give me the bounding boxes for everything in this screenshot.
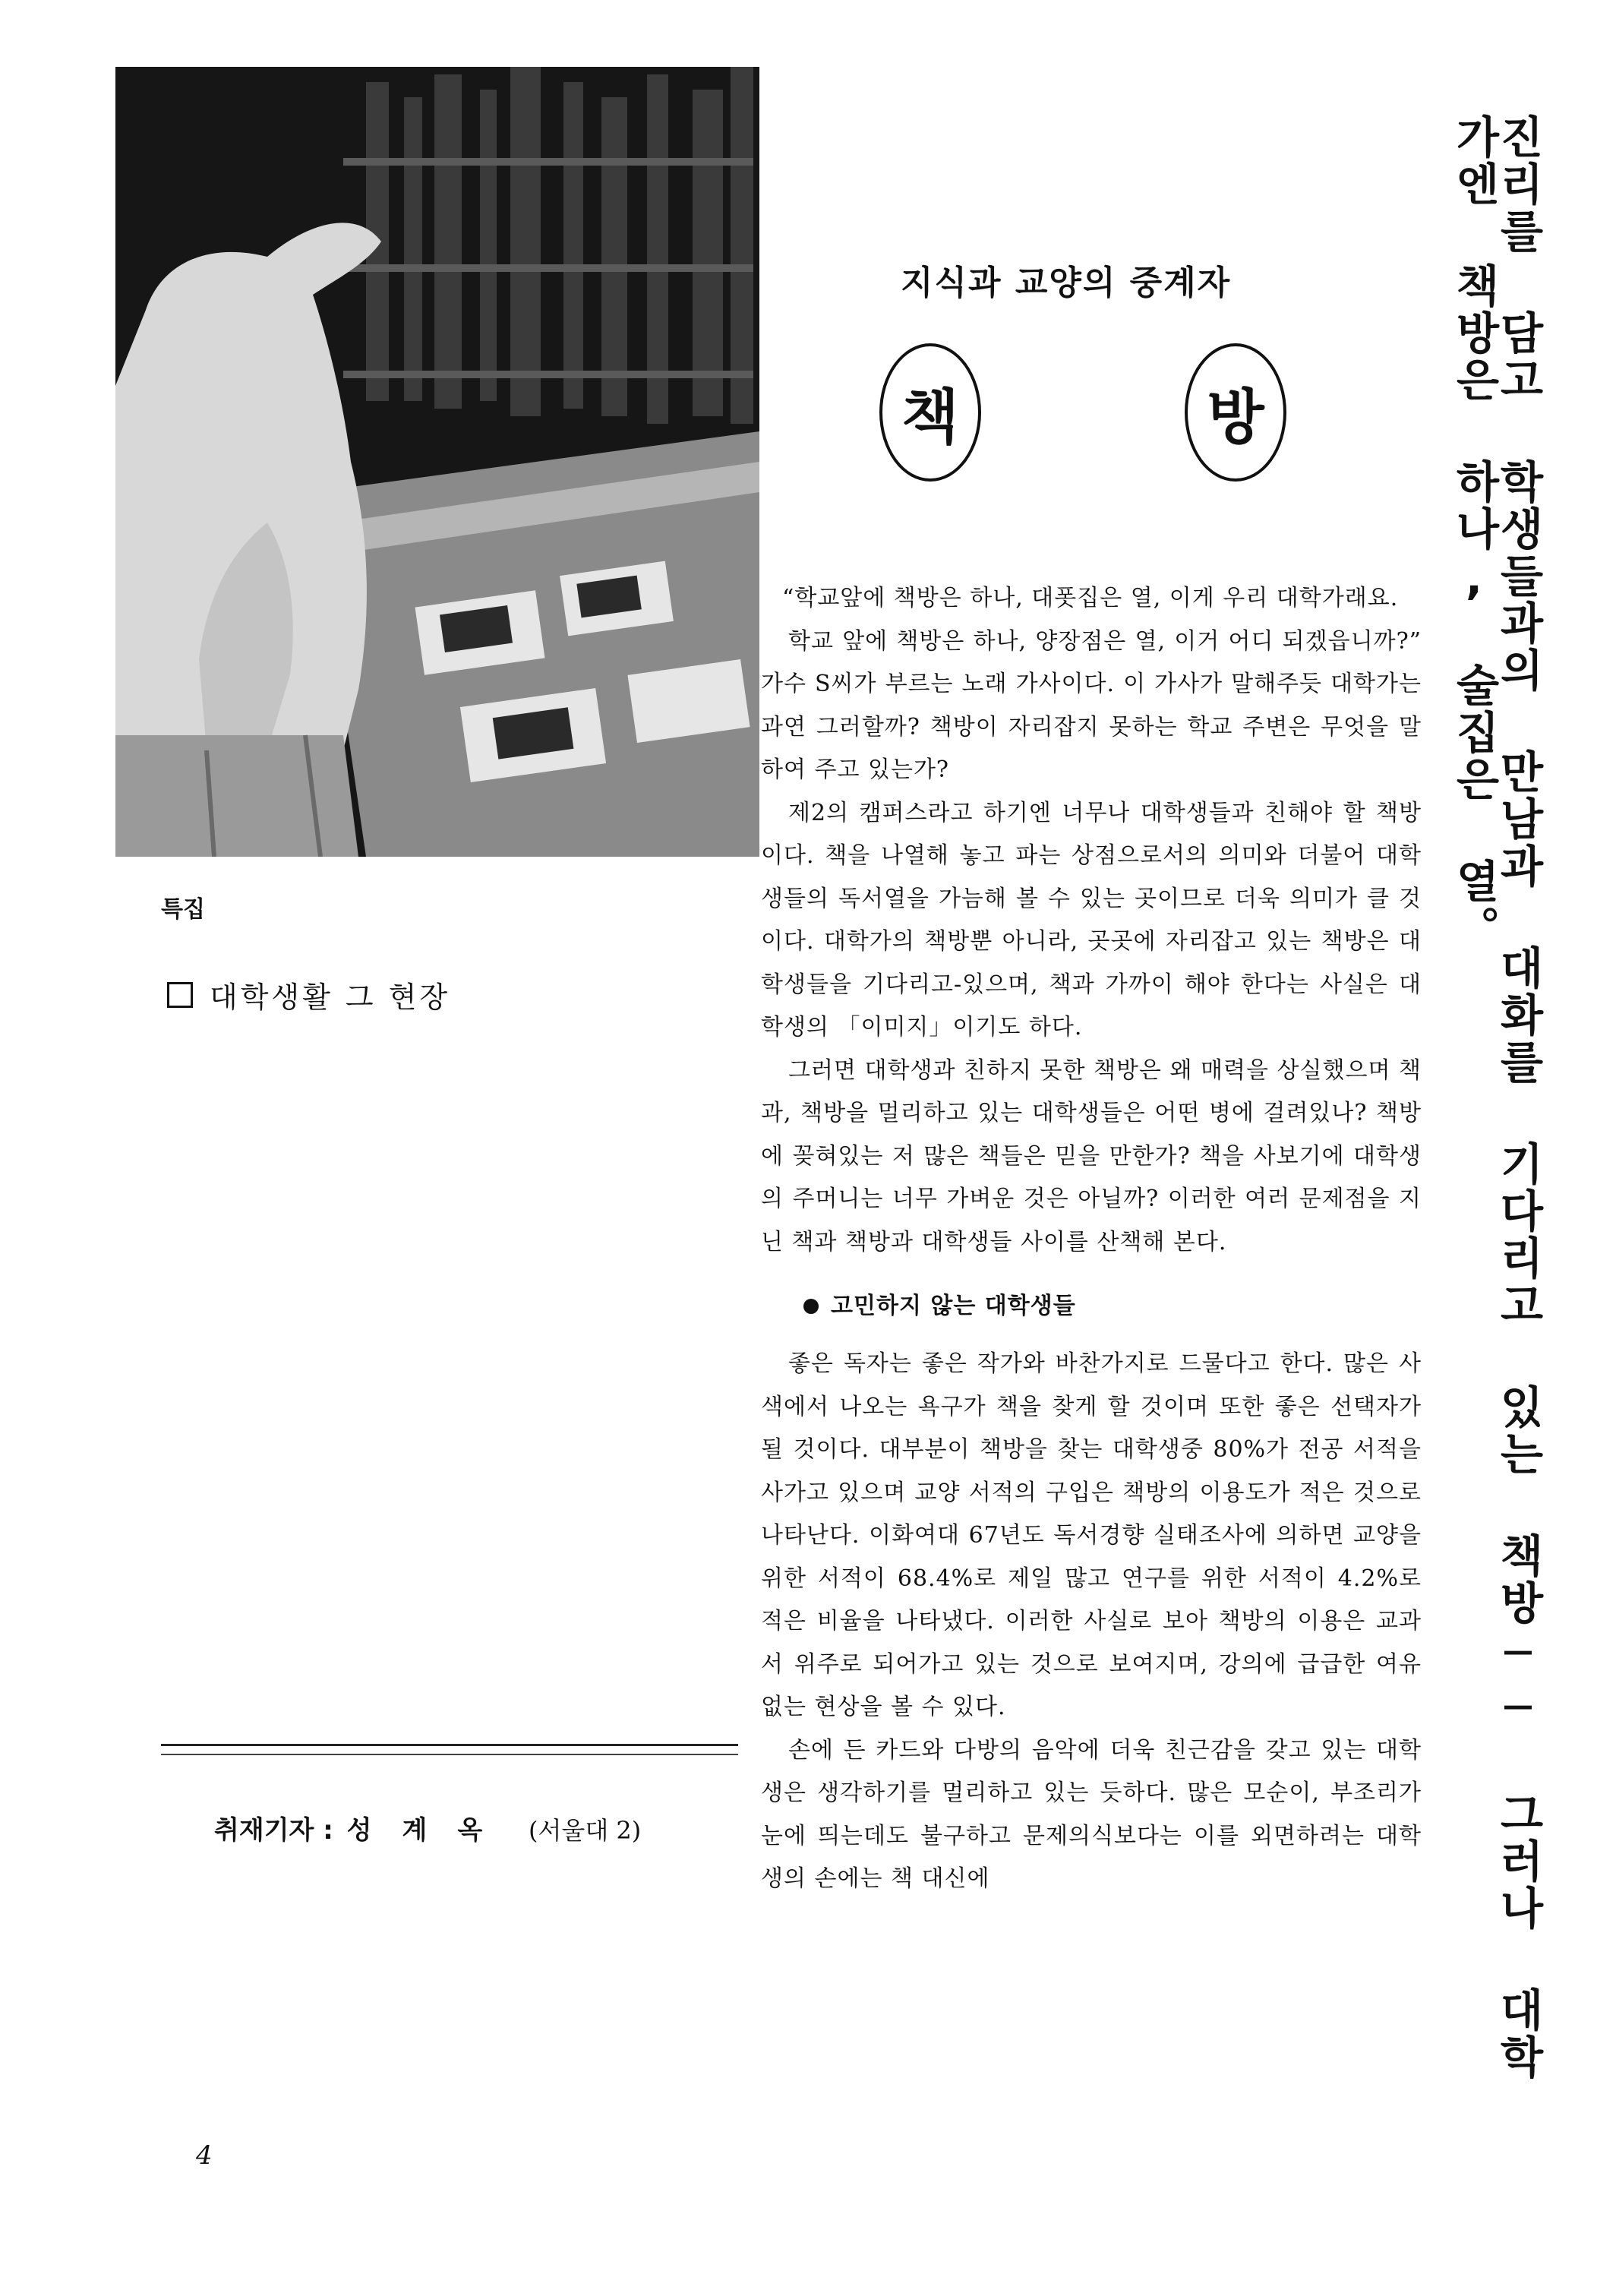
- article-headline: 지식과 교양의 중계자: [901, 264, 1232, 302]
- article-paragraph: 손에 든 카드와 다방의 음악에 더욱 친근감을 갖고 있는 대학생은 생각하기를 멀리하고 있는 듯하다. 많은 모순이, 부조리가 눈에 띄는데도 불구하고 문제의식보다는 이를 외면하려는 대학생의 손에는 책 대신에: [761, 1736, 1422, 1892]
- double-rule-divider: [161, 1744, 738, 1755]
- article-paragraph: “학교앞에 책방은 하나, 대폿집은 열, 이게 우리 대학가래요.: [782, 585, 1399, 611]
- bookstore-photo-illustration: [115, 67, 759, 857]
- bullet-dot-icon: [803, 1299, 819, 1314]
- article-paragraph: 학교 앞에 책방은 하나, 양장점은 열, 이거 어디 되겠읍니까?” 가수 S씨가 부르는 노래 가사이다. 이 가사가 말해주듯 대학가는 과연 그러할까? 책방이 자리잡지 못하는 학교 주변은 무엇을 말하여 주고 있는가?: [761, 627, 1422, 783]
- article-paragraph: 그러면 대학생과 친하지 못한 책방은 왜 매력을 상실했으며 책과, 책방을 멀리하고 있는 대학생들은 어떤 병에 걸려있나? 책방에 꽂혀있는 저 많은 책들은 믿을 만한가? 책을 사보기에 대학생의 주머니는 너무 가벼운 것은 아닐까? 이러한 여러 문제점을 지닌 책과 책방과 대학생들 사이를 산책해 본다.: [761, 1056, 1422, 1255]
- reporter-credit: [214, 1809, 641, 1846]
- article-body: [761, 577, 1422, 1901]
- article-paragraph: 좋은 독자는 좋은 작가와 바찬가지로 드물다고 한다. 많은 사색에서 나오는 욕구가 책을 찾게 할 것이며 또한 좋은 선택자가 될 것이다. 대부분이 책방을 찾는 대학생중 80%가 전공 서적을 사가고 있으며 교양 서적의 구입은 책방의 이용도가 적은 것으로 나타난다. 이화여대 67년도 독서경향 실태조사에 의하면 교양을 위한 서적이 68.4%로 제일 많고 연구를 위한 서적이 4.2%로 적은 비율을 나타냈다. 이러한 사실로 보아 책방의 이용은 교과서 위주로 되어가고 있는 것으로 보여지며, 강의에 급급한 여유없는 현상을 볼 수 있다.: [761, 1350, 1422, 1720]
- vertical-title: 진리를 담고 학생들과의 만남과 대화를 기다리고 있는 책방── 그러나 대학가엔 책방은 하나, 술집은 열。: [1448, 114, 1544, 2081]
- section-label: 특집: [161, 896, 205, 923]
- bookstore-photo: [115, 67, 759, 857]
- sub-heading: [167, 974, 450, 1015]
- page-number: 4: [196, 2140, 213, 2171]
- reporter-title: 취재기자 :: [214, 1815, 342, 1846]
- reporter-affiliation: (서울대 2): [529, 1816, 642, 1845]
- circled-title-char-2: 방: [1185, 343, 1286, 482]
- article-paragraph: 제2의 캠퍼스라고 하기엔 너무나 대학생들과 친해야 할 책방이다. 책을 나열해 놓고 파는 상점으로서의 의미와 더불어 대학생들의 독서열을 가늠해 볼 수 있는 곳이므로 더욱 의미가 클 것이다. 대학가의 책방뿐 아니라, 곳곳에 자리잡고 있는 책방은 대학생들을 기다리고-있으며, 책과 가까이 해야 한다는 사실은 대학생의 「이미지」이기도 하다.: [761, 799, 1422, 1041]
- sub-heading-text: 대학생활 그 현장: [210, 981, 451, 1014]
- checkbox-square-icon: [167, 982, 193, 1008]
- reporter-name: 성계옥: [346, 1815, 513, 1846]
- circled-title-char-1: 책: [879, 343, 981, 482]
- section-heading: [761, 1285, 1422, 1328]
- section-heading-text: 고민하지 않는 대학생들: [831, 1293, 1076, 1319]
